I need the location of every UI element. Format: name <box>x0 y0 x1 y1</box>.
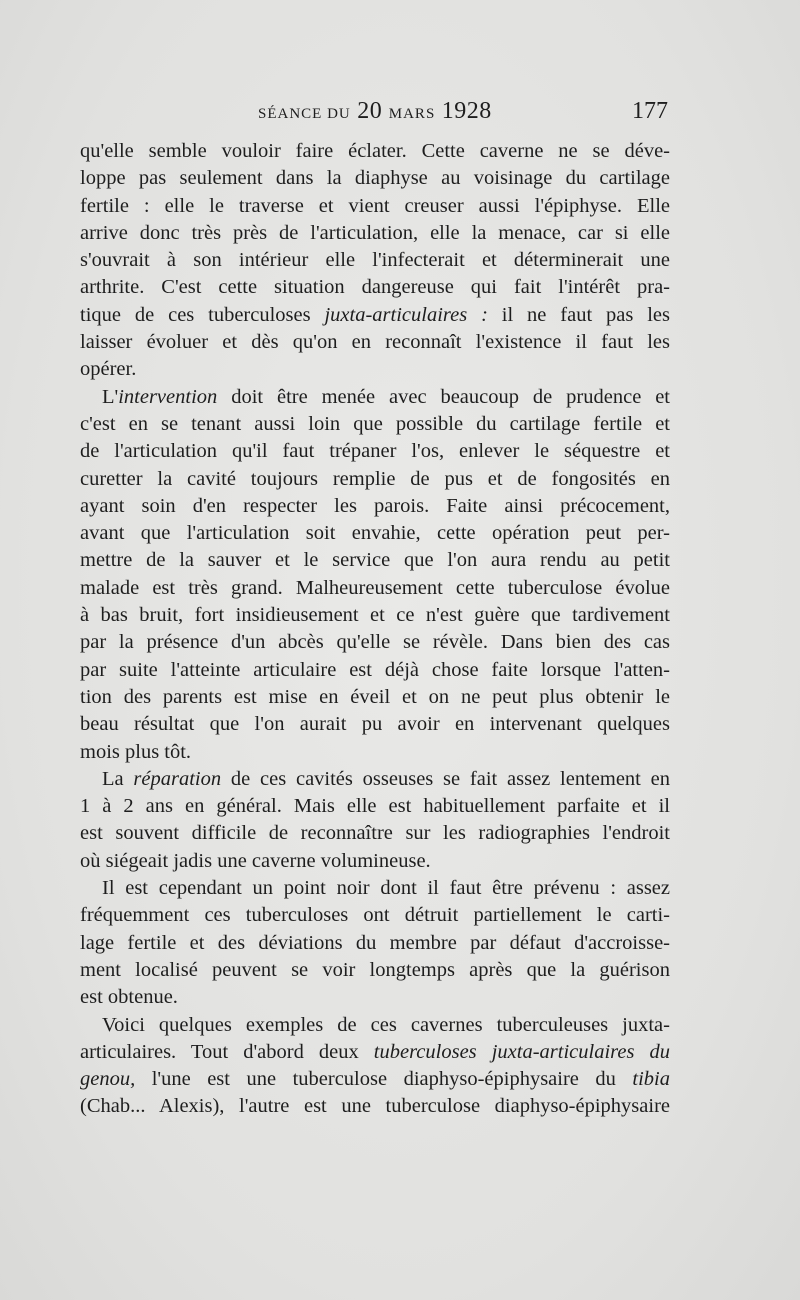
text-run: L' <box>102 385 119 408</box>
text-line: avant que l'articulation soit envahie, cette opération peut per- <box>80 522 670 545</box>
text-line <box>80 302 670 329</box>
header-day: 20 <box>357 98 383 124</box>
header-year: 1928 <box>441 98 492 124</box>
text-line: est obtenue. <box>80 986 178 1009</box>
running-head-title <box>258 98 492 125</box>
text-line: fertile : elle le traverse et vient creuser aussi l'épiphyse. Elle <box>80 194 670 217</box>
text-run: tique de ces tuberculoses <box>80 303 325 326</box>
italic-term: tibia <box>632 1068 670 1091</box>
text-line: fréquemment ces tuberculoses ont détruit partiellement le carti- <box>80 904 670 927</box>
italic-term: juxta-articulaires : <box>324 303 488 326</box>
text-line: est souvent difficile de reconnaître sur les radiographies l'endroit <box>80 822 670 845</box>
text-line: de l'articulation qu'il faut trépaner l'os, enlever le séquestre et <box>80 440 670 463</box>
italic-term: intervention <box>118 385 218 408</box>
text-line: ayant soin d'en respecter les parois. Faite ainsi précocement, <box>80 494 670 517</box>
text-line: laisser évoluer et dès qu'on en reconnaît l'existence il faut les <box>80 331 670 354</box>
text-line: arrive donc très près de l'articulation, elle la menace, car si elle <box>80 221 670 244</box>
text-line <box>80 1039 670 1066</box>
text-line: qu'elle semble vouloir faire éclater. Cette caverne ne se déve- <box>80 140 670 162</box>
text-line: beau résultat que l'on aurait pu avoir en intervenant quelques <box>80 713 670 736</box>
paragraph-4 <box>80 875 670 1011</box>
text-run: l'une est une tuberculose diaphyso-épiphysaire du <box>135 1068 633 1091</box>
header-seance: SÉANCE DU <box>258 106 351 122</box>
text-line: opérer. <box>80 358 137 381</box>
text-line: lage fertile et des déviations du membre par défaut d'accroisse- <box>80 931 670 954</box>
text-line <box>80 384 670 411</box>
paragraph-3 <box>80 766 670 875</box>
text-line: arthrite. C'est cette situation dangereuse qui fait l'intérêt pra- <box>80 276 670 299</box>
text-line: s'ouvrait à son intérieur elle l'infecterait et déterminerait une <box>80 249 670 272</box>
text-run: articulaires. Tout d'abord deux <box>80 1040 374 1063</box>
text-line: tion des parents est mise en éveil et on ne peut plus obtenir le <box>80 685 670 708</box>
text-line: par suite l'atteinte articulaire est déjà chose faite lorsque l'atten- <box>80 658 670 681</box>
text-line: mois plus tôt. <box>80 740 192 763</box>
text-line: (Chab... Alexis), l'autre est une tuberculose diaphyso-épiphysaire <box>80 1095 670 1118</box>
text-line: mettre de la sauver et le service que l'on aura rendu au petit <box>80 549 670 572</box>
italic-term: réparation <box>133 767 222 790</box>
text-line: malade est très grand. Malheureusement cette tuberculose évolue <box>80 576 670 599</box>
text-run: de ces cavités osseuses se fait assez lentement en <box>221 767 670 790</box>
text-line: c'est en se tenant aussi loin que possible du cartilage fertile et <box>80 412 670 435</box>
text-line <box>80 1066 670 1093</box>
running-header <box>80 98 668 128</box>
paragraph-1 <box>80 138 670 384</box>
text-line: ment localisé peuvent se voir longtemps après que la guérison <box>80 958 670 981</box>
text-line: loppe pas seulement dans la diaphyse au voisinage du cartilage <box>80 167 670 190</box>
italic-term: genou, <box>80 1068 136 1091</box>
italic-term: tuberculoses juxta-articulaires du <box>373 1040 670 1063</box>
text-run: il ne faut pas les <box>487 303 670 326</box>
text-run: La <box>102 767 134 790</box>
paragraph-5 <box>80 1012 670 1121</box>
text-line: Voici quelques exemples de ces cavernes tuberculeuses juxta- <box>102 1013 670 1036</box>
text-line <box>80 766 670 793</box>
text-line: 1 à 2 ans en général. Mais elle est habituellement parfaite et il <box>80 795 670 818</box>
text-line: où siégeait jadis une caverne volumineuse. <box>80 849 431 872</box>
text-line: par la présence d'un abcès qu'elle se révèle. Dans bien des cas <box>80 631 670 654</box>
text-line: à bas bruit, fort insidieusement et ce n'est guère que tardivement <box>80 604 670 627</box>
header-month: MARS <box>388 106 436 122</box>
text-line: curetter la cavité toujours remplie de pus et de fongosités en <box>80 467 670 490</box>
text-line: Il est cependant un point noir dont il faut être prévenu : assez <box>102 877 670 900</box>
page-number: 177 <box>632 98 668 124</box>
body-text <box>80 138 670 1121</box>
text-run: doit être menée avec beaucoup de prudence et <box>217 385 670 408</box>
paragraph-2 <box>80 384 670 766</box>
